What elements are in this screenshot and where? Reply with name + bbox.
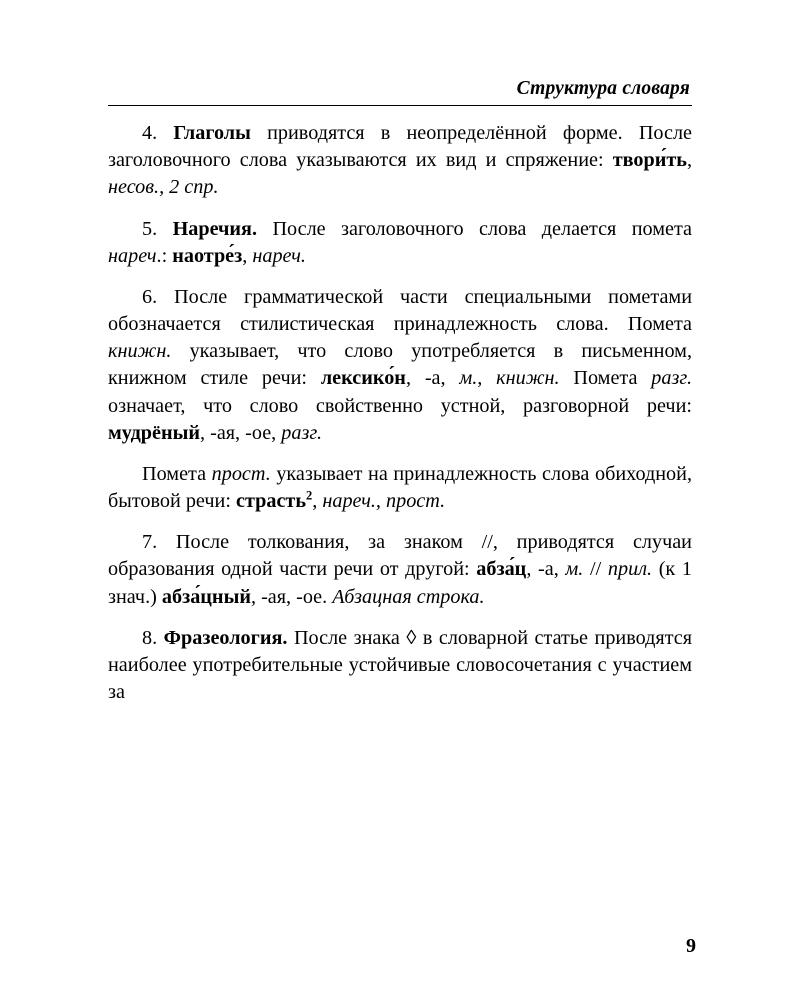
- paragraph-item-6: 6. После грамматической части специальными пометами обозначается стилистическая принадлежность слова. Помета книжн. указывает, что слово употребляется в письменном, книжном стиле речи: лексико́н, -а, м., книжн. Помета разг. означает, что слово свойственно устной, разговорной речи: мудрёный, -ая, -ое, разг.: [108, 285, 692, 444]
- header-rule: [108, 105, 692, 106]
- page-number: 9: [686, 935, 696, 957]
- paragraph-item-8: 8. Фразеология. После знака ◊ в словарной статье приводятся наиболее употребительные устойчивые словосочетания с участием за: [108, 626, 693, 704]
- page-body: [108, 120, 692, 706]
- paragraph-item-6b: Помета прост. указывает на принадлежность слова обиходной, бытовой речи: страсть$^2$, нареч., прост.: [108, 462, 692, 513]
- paragraph-item-5: 5. Наречия. После заголовочного слова делается помета нареч.: наотре́з, нареч.: [108, 217, 693, 267]
- running-header: Структура словаря: [516, 78, 690, 99]
- paragraph-item-7: 7. После толкования, за знаком //, приводятся случаи образования одной части речи от другой: абза́ц, -а, м. // прил. (к 1 знач.) абза́цный, -ая, -ое. Абзацная строка.: [108, 531, 692, 608]
- paragraph-item-4: 4. Глаголы приводятся в неопределённой форме. После заголовочного слова указываются их вид и спряжение: твори́ть, несов., 2 спр.: [108, 122, 692, 199]
